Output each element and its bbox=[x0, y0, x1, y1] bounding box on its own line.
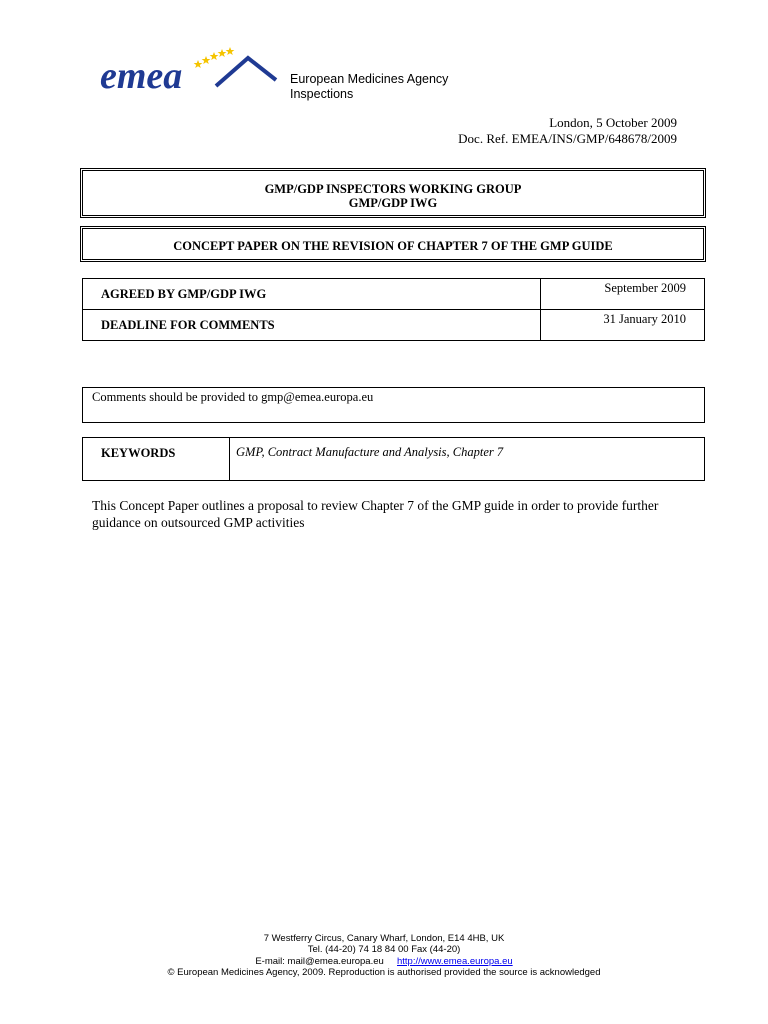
footer-email: E-mail: mail@emea.europa.eu bbox=[255, 955, 384, 967]
keywords-table bbox=[82, 437, 705, 481]
emea-logo bbox=[98, 44, 278, 96]
status-table-row-divider bbox=[83, 309, 704, 310]
working-group-line-2: GMP/GDP IWG bbox=[348, 196, 438, 210]
footer-contact bbox=[0, 956, 768, 967]
intro-text: This Concept Paper outlines a proposal to review Chapter 7 of the GMP guide in order to provide further guidance on outsourced GMP activities bbox=[92, 498, 659, 530]
stars-icon bbox=[194, 47, 235, 68]
comments-text: Comments should be provided to gmp@emea.europa.eu bbox=[92, 390, 374, 404]
keywords-divider bbox=[229, 438, 230, 480]
page-footer bbox=[0, 933, 768, 978]
document-reference: Doc. Ref. EMEA/INS/GMP/648678/2009 bbox=[458, 131, 677, 146]
keywords-value: GMP, Contract Manufacture and Analysis, Chapter 7 bbox=[236, 445, 504, 459]
document-date: London, 5 October 2009 bbox=[549, 115, 677, 130]
deadline-value: 31 January 2010 bbox=[603, 312, 686, 326]
agency-line-2: Inspections bbox=[290, 87, 354, 101]
emea-logo-graphic bbox=[98, 44, 278, 96]
deadline-label: DEADLINE FOR COMMENTS bbox=[101, 318, 275, 332]
comments-box bbox=[82, 387, 705, 423]
date-reference bbox=[458, 115, 677, 147]
intro-paragraph bbox=[92, 497, 692, 531]
status-table bbox=[82, 278, 705, 341]
footer-phone: Tel. (44-20) 74 18 84 00 Fax (44-20) bbox=[307, 944, 461, 956]
working-group-box bbox=[80, 168, 706, 218]
footer-address: 7 Westferry Circus, Canary Wharf, London, E14 4HB, UK bbox=[263, 933, 505, 944]
agency-name bbox=[290, 72, 448, 102]
keywords-label: KEYWORDS bbox=[101, 446, 176, 460]
working-group-line-1: GMP/GDP INSPECTORS WORKING GROUP bbox=[264, 182, 522, 196]
agency-line-1: European Medicines Agency bbox=[290, 72, 449, 86]
document-title-text: CONCEPT PAPER ON THE REVISION OF CHAPTER 7 OF THE GMP GUIDE bbox=[173, 239, 613, 253]
agreed-label: AGREED BY GMP/GDP IWG bbox=[101, 287, 267, 301]
agreed-value: September 2009 bbox=[604, 281, 686, 295]
document-title bbox=[80, 226, 706, 262]
footer-website-link[interactable]: http://www.emea.europa.eu bbox=[397, 955, 513, 967]
svg-text:emea: emea bbox=[100, 55, 183, 96]
footer-copyright: © European Medicines Agency, 2009. Reproduction is authorised provided the source is acknowledged bbox=[167, 966, 601, 978]
